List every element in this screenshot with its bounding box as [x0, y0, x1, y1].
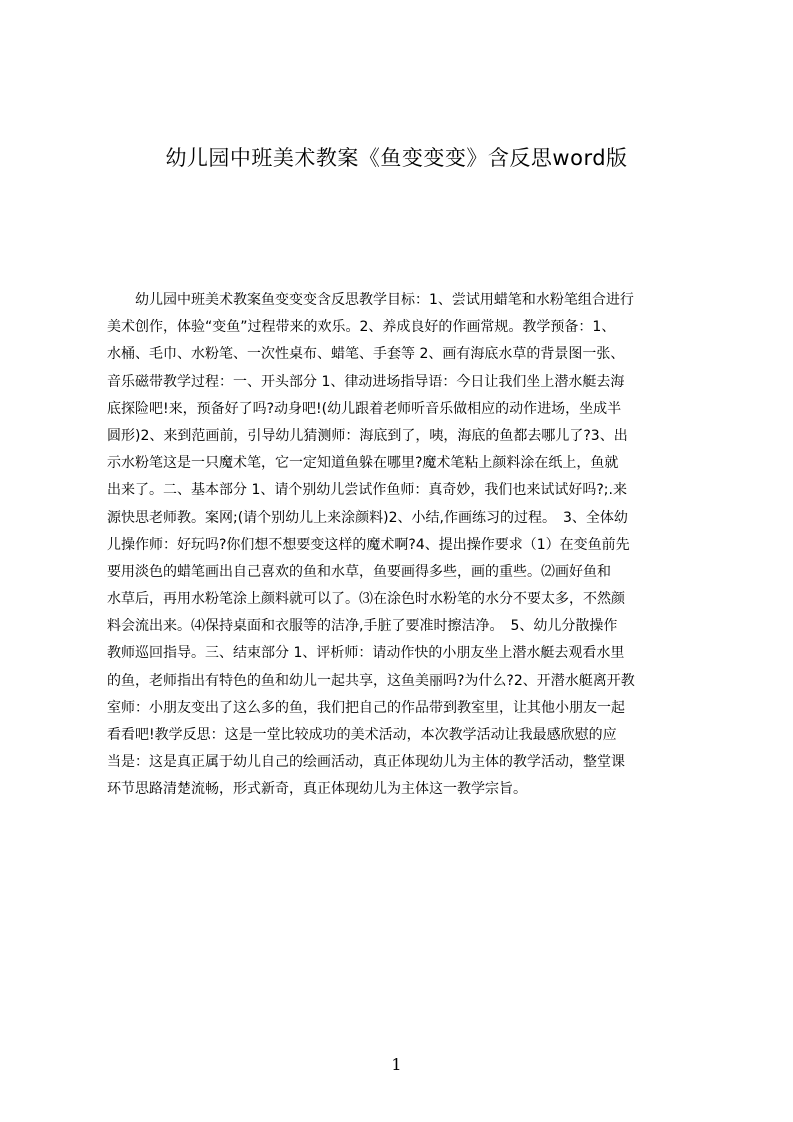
document-title: 幼儿园中班美术教案《鱼变变变》含反思word版: [165, 146, 628, 170]
body-line: 看看吧!教学反思：这是一堂比较成功的美术活动，本次教学活动让我最感欣慰的应: [107, 727, 617, 743]
body-line: 儿操作师：好玩吗?你们想不想要变这样的魔术啊?4、提出操作要求（1）在变鱼前先: [107, 536, 630, 553]
body-line: 幼儿园中班美术教案鱼变变变含反思教学目标：1、尝试用蜡笔和水粉笔组合进行: [107, 292, 634, 308]
page-number: 1: [391, 1055, 402, 1074]
body-line: 出来了。二、基本部分 1、请个别幼儿尝试作鱼师：真奇妙，我们也来试试好吗?;.来: [107, 482, 627, 499]
body-line: 室师：小朋友变出了这么多的鱼，我们把自己的作品带到教室里，让其他小朋友一起: [107, 699, 625, 716]
body-line: 教师巡回指导。三、结束部分 1、评析师：请动作快的小朋友坐上潜水艇去观看水里: [107, 645, 625, 662]
body-line: 的鱼，老师指出有特色的鱼和幼儿一起共享，这鱼美丽吗?为什么?2、开潜水艇离开教: [107, 672, 635, 689]
body-line: 示水粉笔这是一只魔术笔，它一定知道鱼躲在哪里?魔术笔粘上颜料涂在纸上，鱼就: [107, 455, 619, 472]
body-line: 料会流出来。⑷保持桌面和衣服等的洁净,手脏了要准时擦洁净。 5、幼儿分散操作: [107, 618, 618, 635]
body-line: 底探险吧!来，预备好了吗?动身吧!(幼儿跟着老师听音乐做相应的动作进场，坐成半: [107, 400, 622, 417]
body-line: 音乐磁带教学过程：一、开头部分 1、律动进场指导语：今日让我们坐上潜水艇去海: [107, 373, 625, 390]
body-line: 当是：这是真正属于幼儿自己的绘画活动，真正体现幼儿为主体的教学活动，整堂课: [107, 754, 625, 771]
body-line: 水草后，再用水粉笔涂上颜料就可以了。⑶在涂色时水粉笔的水分不要太多，不然颜: [107, 591, 625, 608]
body-line: 环节思路清楚流畅，形式新奇，真正体现幼儿为主体这一教学宗旨。: [107, 781, 527, 798]
document-body: [107, 287, 711, 807]
body-line: 美术创作，体验“变鱼”过程带来的欢乐。2、养成良好的作画常规。教学预备：1、: [107, 319, 616, 336]
body-line: 圆形)2、来到范画前，引导幼儿猜测师：海底到了，咦，海底的鱼都去哪儿了?3、出: [107, 427, 628, 444]
body-line: 水桶、毛巾、水粉笔、一次性桌布、蜡笔、手套等 2、画有海底水草的背景图一张、: [107, 346, 625, 363]
body-line: 源快思老师教。案网;(请个别幼儿上来涂颜料)2、小结,作画练习的过程。 3、全体幼: [107, 509, 628, 526]
body-line: 要用淡色的蜡笔画出自己喜欢的鱼和水草，鱼要画得多些，画的重些。⑵画好鱼和: [107, 563, 611, 580]
